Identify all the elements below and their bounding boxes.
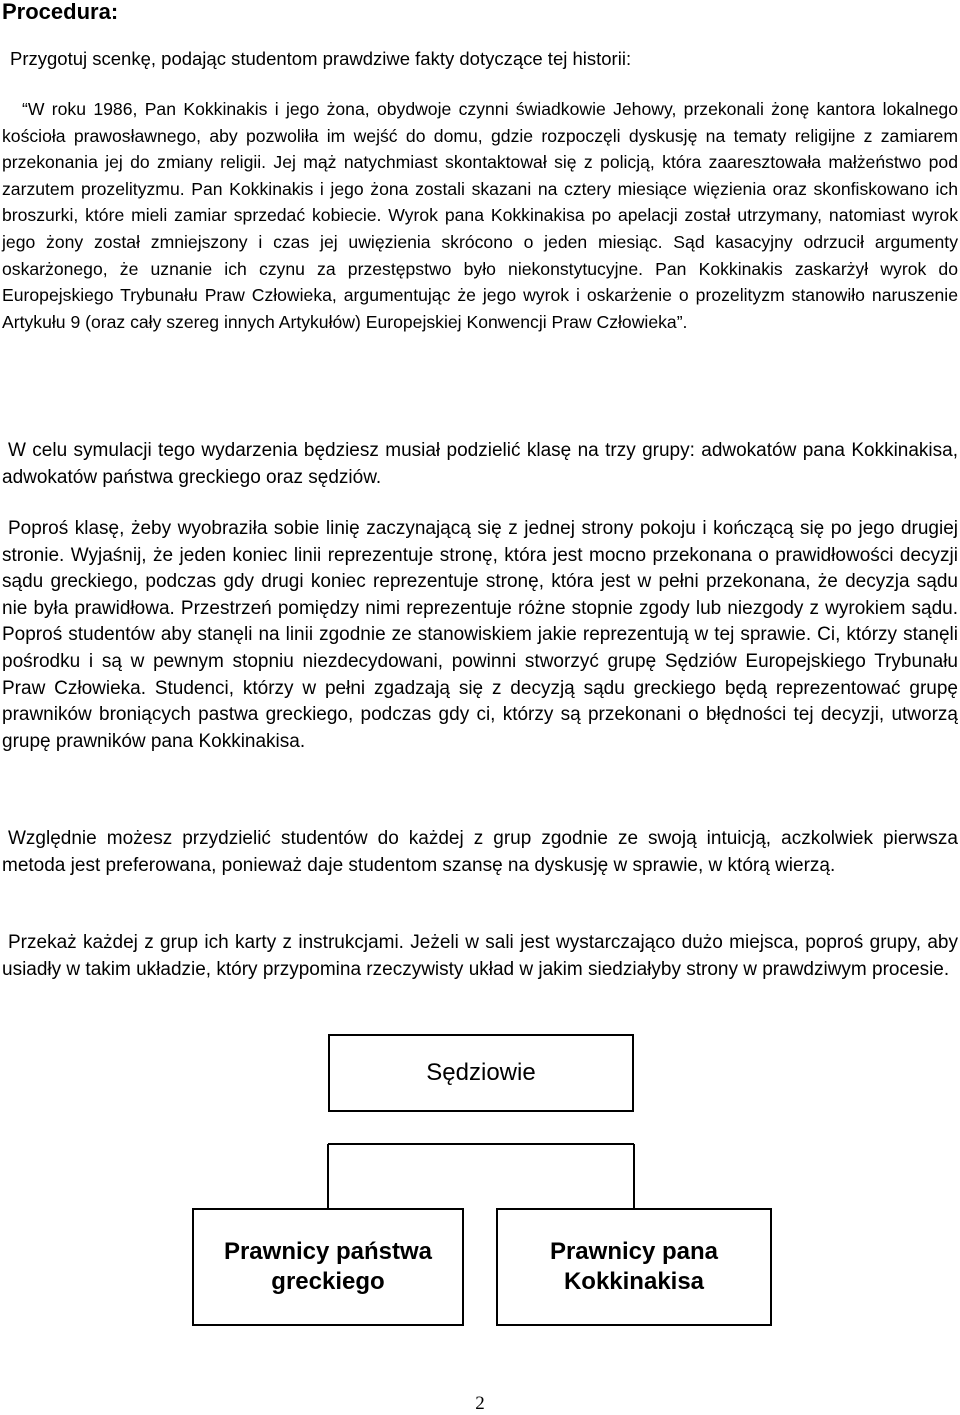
greek-lawyers-label: greckiego (271, 1268, 385, 1295)
greek-lawyers-box (192, 1208, 464, 1326)
alternative-paragraph: Względnie możesz przydzielić studentów do każdej z grup zgodnie ze swoją intuicją, aczkolwiek pierwsza metoda jest preferowana, ponieważ daje studentom szansę na dyskusję w sprawie, w którą wierzą. (2, 828, 958, 876)
kokkinakis-lawyers-label: Kokkinakisa (563, 1268, 705, 1295)
section-heading: Procedura: (2, 0, 119, 24)
line-exercise-paragraph: Poproś klasę, żeby wyobraziła sobie linię zaczynającą się z jednej strony pokoju i kończącą się po jego drugiej stronie. Wyjaśnij, że jeden koniec linii reprezentuje stronę, która jest mocno przekonana o prawidłowości decyzji sądu greckiego, podczas gdy drugi koniec reprezentuje stronę, która jest w pełni przekonana, że decyzja sądu nie była prawidłowa. Przestrzeń pomiędzy nimi reprezentuje różne stopnie zgody lub niezgody z wyrokiem sądu. Poproś studentów aby stanęli na linii zgodnie ze stanowiskiem jakie reprezentują w tej sprawie. Ci, którzy stanęli pośrodku i są w pewnym stopniu niezdecydowani, powinni stworzyć grupę Sędziów Europejskiego Trybunału Praw Człowieka. Studenci, którzy w pełni zgadzają się z decyzją sądu greckiego będą reprezentować grupę prawników broniących pastwa greckiego, podczas gdy ci, którzy są przekonani o błędności tej decyzji, utworzą grupę prawników pana Kokkinakisa. (2, 518, 958, 752)
judges-box (328, 1034, 634, 1112)
intro-text: Przygotuj scenkę, podając studentom prawdziwe fakty dotyczące tej historii: (10, 48, 632, 69)
story-paragraph: “W roku 1986, Pan Kokkinakis i jego żona, obydwoje czynni świadkowie Jehowy, przekonali żonę kantora lokalnego kościoła prawosławnego, aby pozwoliła im wejść do domu, gdzie rozpoczęli dyskusję na tematy religijne z zamiarem przekonania jej do zmiany religii. Jej mąż natychmiast skontaktował się z policją, która zaaresztowała małżeństwo pod zarzutem prozelityzmu. Pan Kokkinakis i jego żona zostali skazani na cztery miesiące więzienia oraz skonfiskowano ich broszurki, które mieli zamiar sprzedać kobiecie. Wyrok pana Kokkinakisa po apelacji został utrzymany, natomiast wyrok jego żony został zmniejszony i czas jej uwięzienia skrócono o jeden miesiąc. Sąd kasacyjny odrzucił argumenty oskarżonego, że uznanie ich czynu za przestępstwo było niekonstytucyjne. Pan Kokkinakis zaskarżył wyrok do Europejskiego Trybunału Praw Człowieka, argumentując że jego wyrok i oskarżenie o prozelityzm stanowiło naruszenie Artykułu 9 (oraz cały szereg innych Artykułów) Europejskiej Konwencji Praw Człowieka”. (2, 99, 958, 332)
kokkinakis-lawyers-box (496, 1208, 772, 1326)
groups-paragraph: W celu symulacji tego wydarzenia będziesz musiał podzielić klasę na trzy grupy: adwokatów pana Kokkinakisa, adwokatów państwa greckiego oraz sędziów. (2, 440, 958, 488)
kokkinakis-lawyers-label: Prawnicy pana (549, 1238, 719, 1265)
page-number: 2 (475, 1393, 485, 1414)
judges-label: Sędziowie (426, 1059, 536, 1086)
cards-paragraph: Przekaż każdej z grup ich karty z instrukcjami. Jeżeli w sali jest wystarczająco dużo miejsca, poproś grupy, aby usiadły w takim układzie, który przypomina rzeczywisty układ w jakim siedziałyby strony w prawdziwym procesie. (2, 932, 958, 980)
greek-lawyers-label: Prawnicy państwa (223, 1238, 433, 1265)
